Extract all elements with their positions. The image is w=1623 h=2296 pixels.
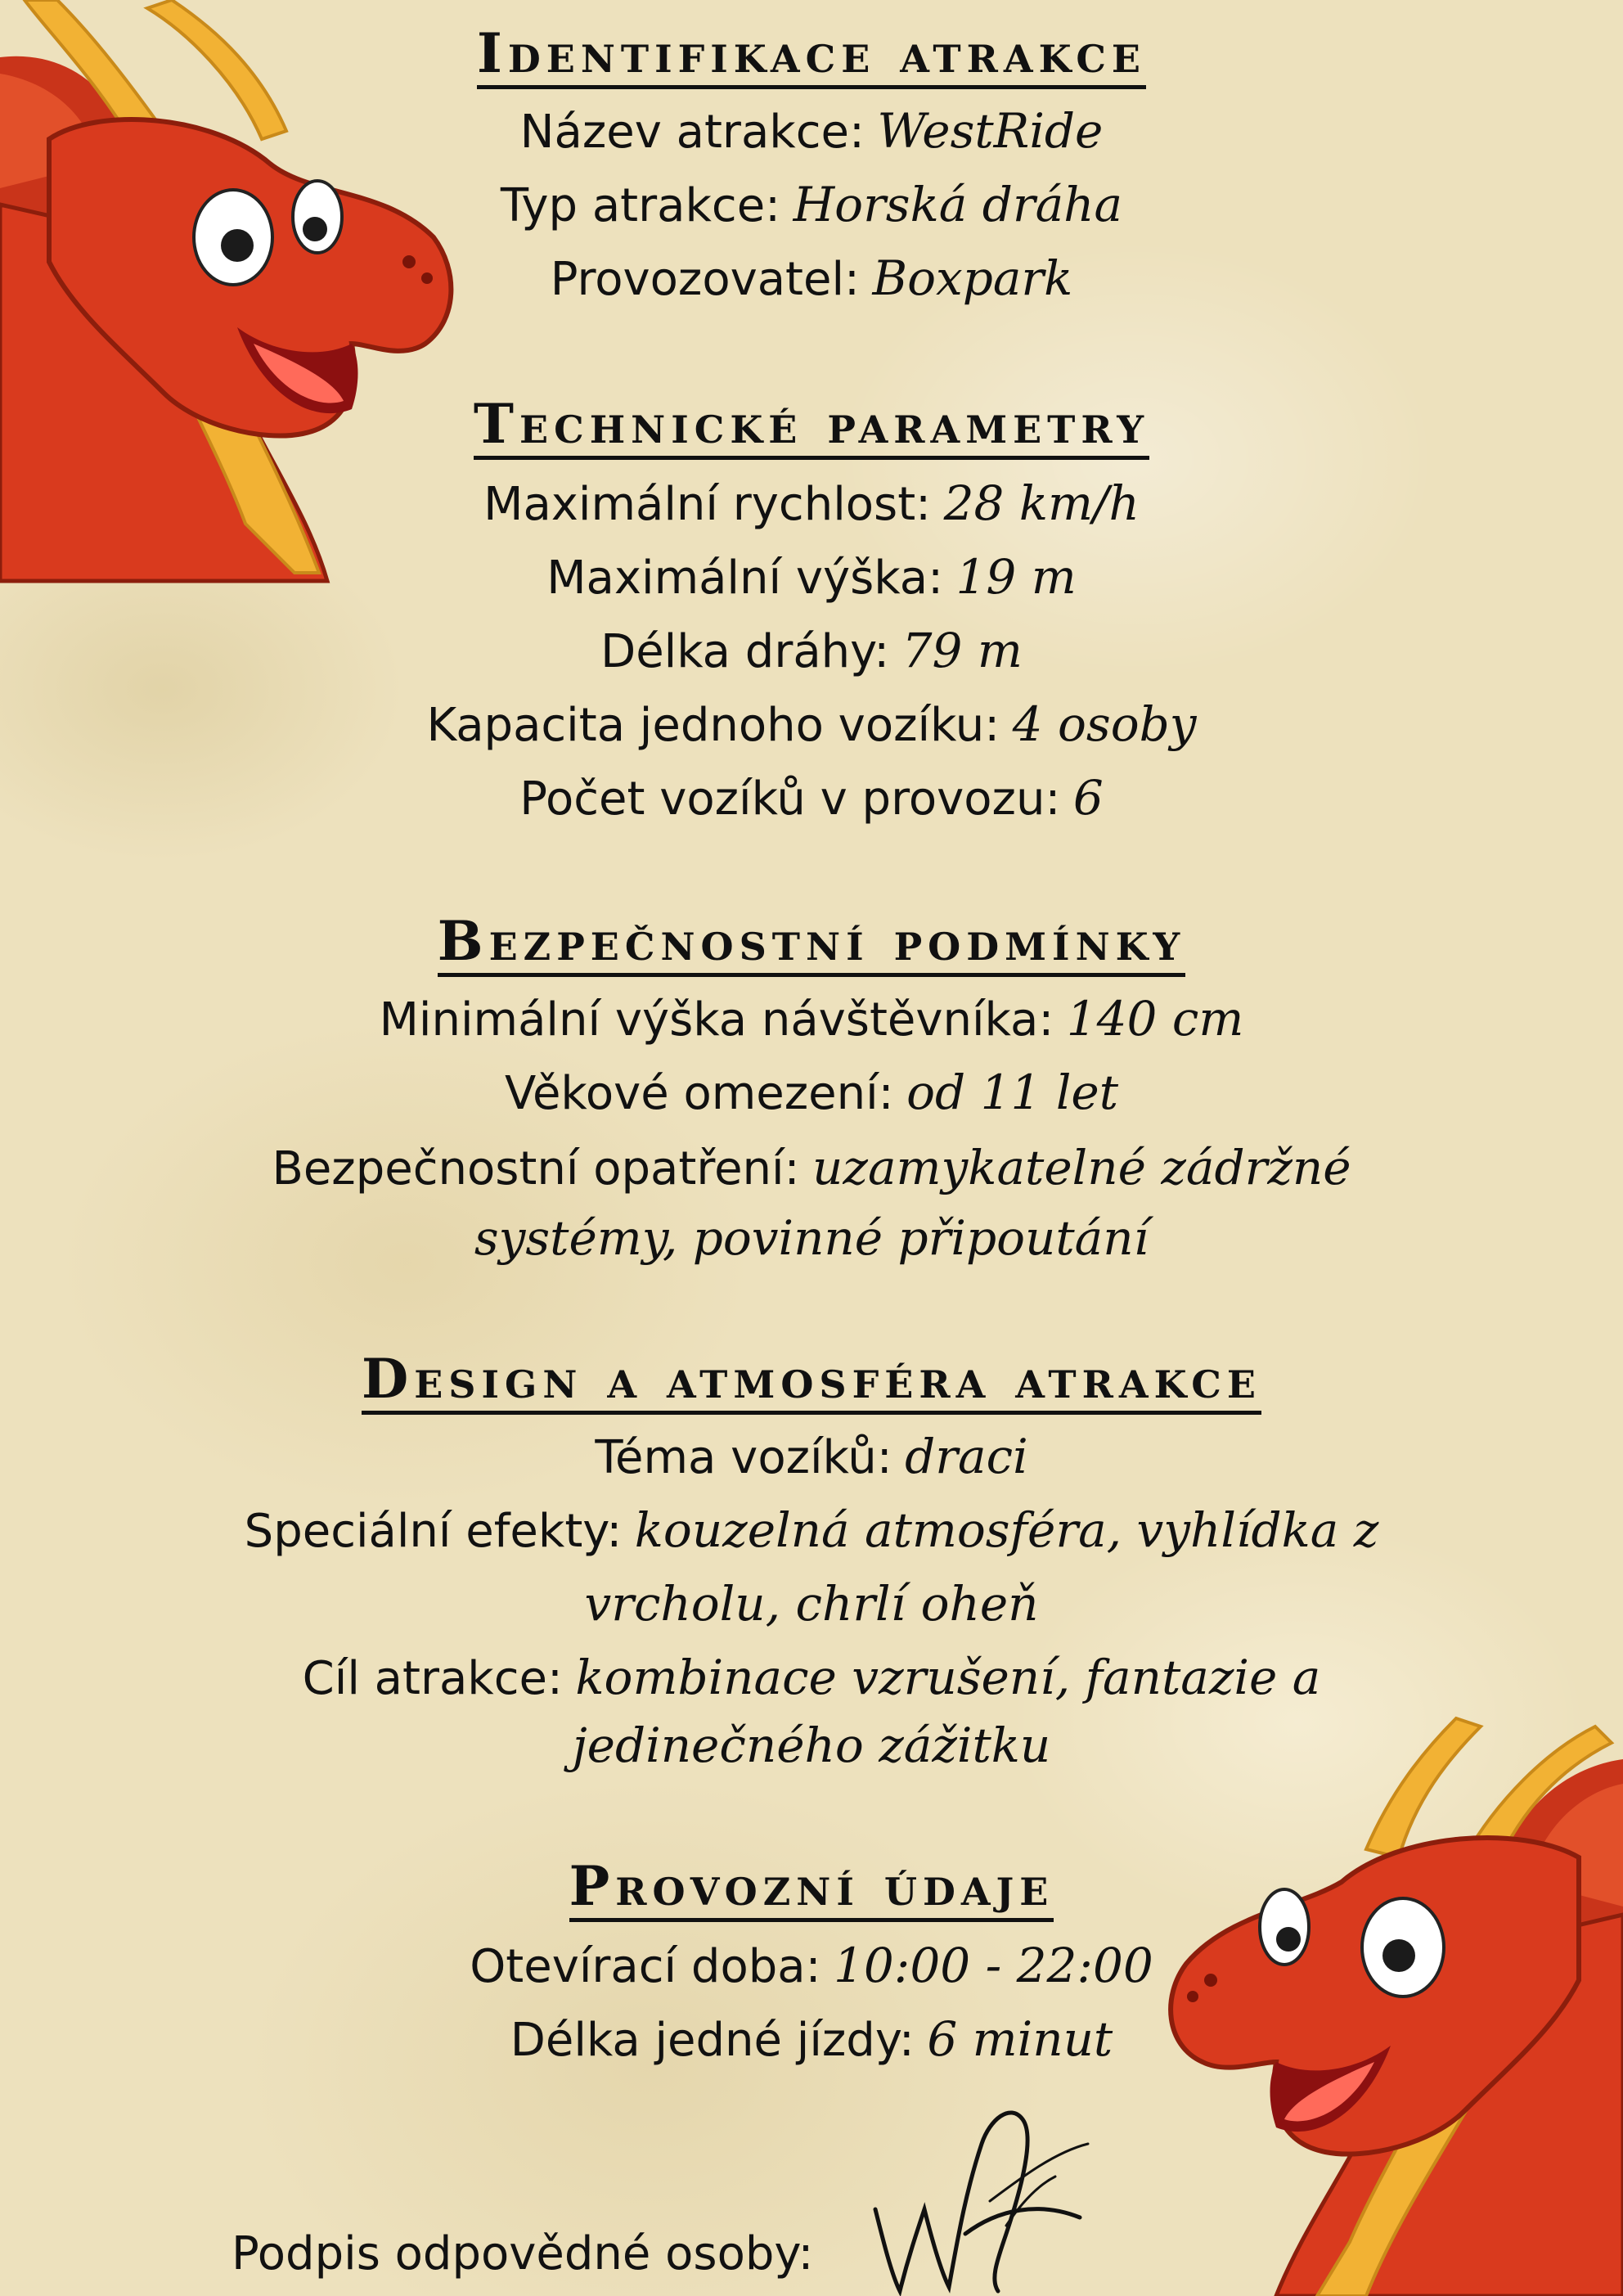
handwritten-signature bbox=[867, 2087, 1096, 2296]
car-capacity-row: Kapacita jednoho vozíku: 4 osoby bbox=[426, 696, 1197, 752]
car-count-row: Počet vozíků v provozu: 6 bbox=[519, 770, 1104, 826]
section-title-design: Design a atmosféra atrakce bbox=[0, 1346, 1623, 1411]
signature-label: Podpis odpovědné osoby: bbox=[232, 2227, 814, 2280]
operator-row: Provozovatel: Boxpark bbox=[550, 250, 1073, 306]
age-limit-row: Věkové omezení: od 11 let bbox=[504, 1065, 1118, 1120]
special-effects-row: Speciální efekty: kouzelná atmosféra, vyhlídka z bbox=[244, 1502, 1379, 1558]
attraction-name-row: Název atrakce: WestRide bbox=[519, 103, 1104, 159]
section-title-identification: Identifikace atrakce bbox=[0, 20, 1623, 86]
section-title-technical: Technické parametry bbox=[0, 391, 1623, 457]
attraction-goal-continued: jedinečného zážitku bbox=[572, 1717, 1051, 1773]
car-theme-row: Téma vozíků: draci bbox=[595, 1429, 1028, 1484]
special-effects-continued: vrcholu, chrlí oheň bbox=[584, 1576, 1039, 1632]
safety-measures-continued: systémy, povinné připoutání bbox=[474, 1210, 1149, 1266]
max-speed-row: Maximální rychlost: 28 km/h bbox=[483, 475, 1140, 531]
attraction-type-row: Typ atrakce: Horská dráha bbox=[500, 177, 1123, 232]
max-height-row: Maximální výška: 19 m bbox=[546, 549, 1077, 605]
dragon-illustration-bottom-right bbox=[1153, 1710, 1623, 2296]
attraction-goal-row: Cíl atrakce: kombinace vzrušení, fantazie a bbox=[302, 1650, 1321, 1705]
section-title-safety: Bezpečnostní podmínky bbox=[0, 908, 1623, 974]
track-length-row: Délka dráhy: 79 m bbox=[600, 623, 1023, 678]
min-visitor-height-row: Minimální výška návštěvníka: 140 cm bbox=[379, 991, 1244, 1047]
safety-measures-row: Bezpečnostní opatření: uzamykatelné zádržné bbox=[272, 1140, 1351, 1195]
opening-hours-row: Otevírací doba: 10:00 - 22:00 bbox=[470, 1938, 1153, 1993]
ride-duration-row: Délka jedné jízdy: 6 minut bbox=[510, 2011, 1113, 2067]
section-title-operation: Provozní údaje bbox=[0, 1853, 1623, 1919]
